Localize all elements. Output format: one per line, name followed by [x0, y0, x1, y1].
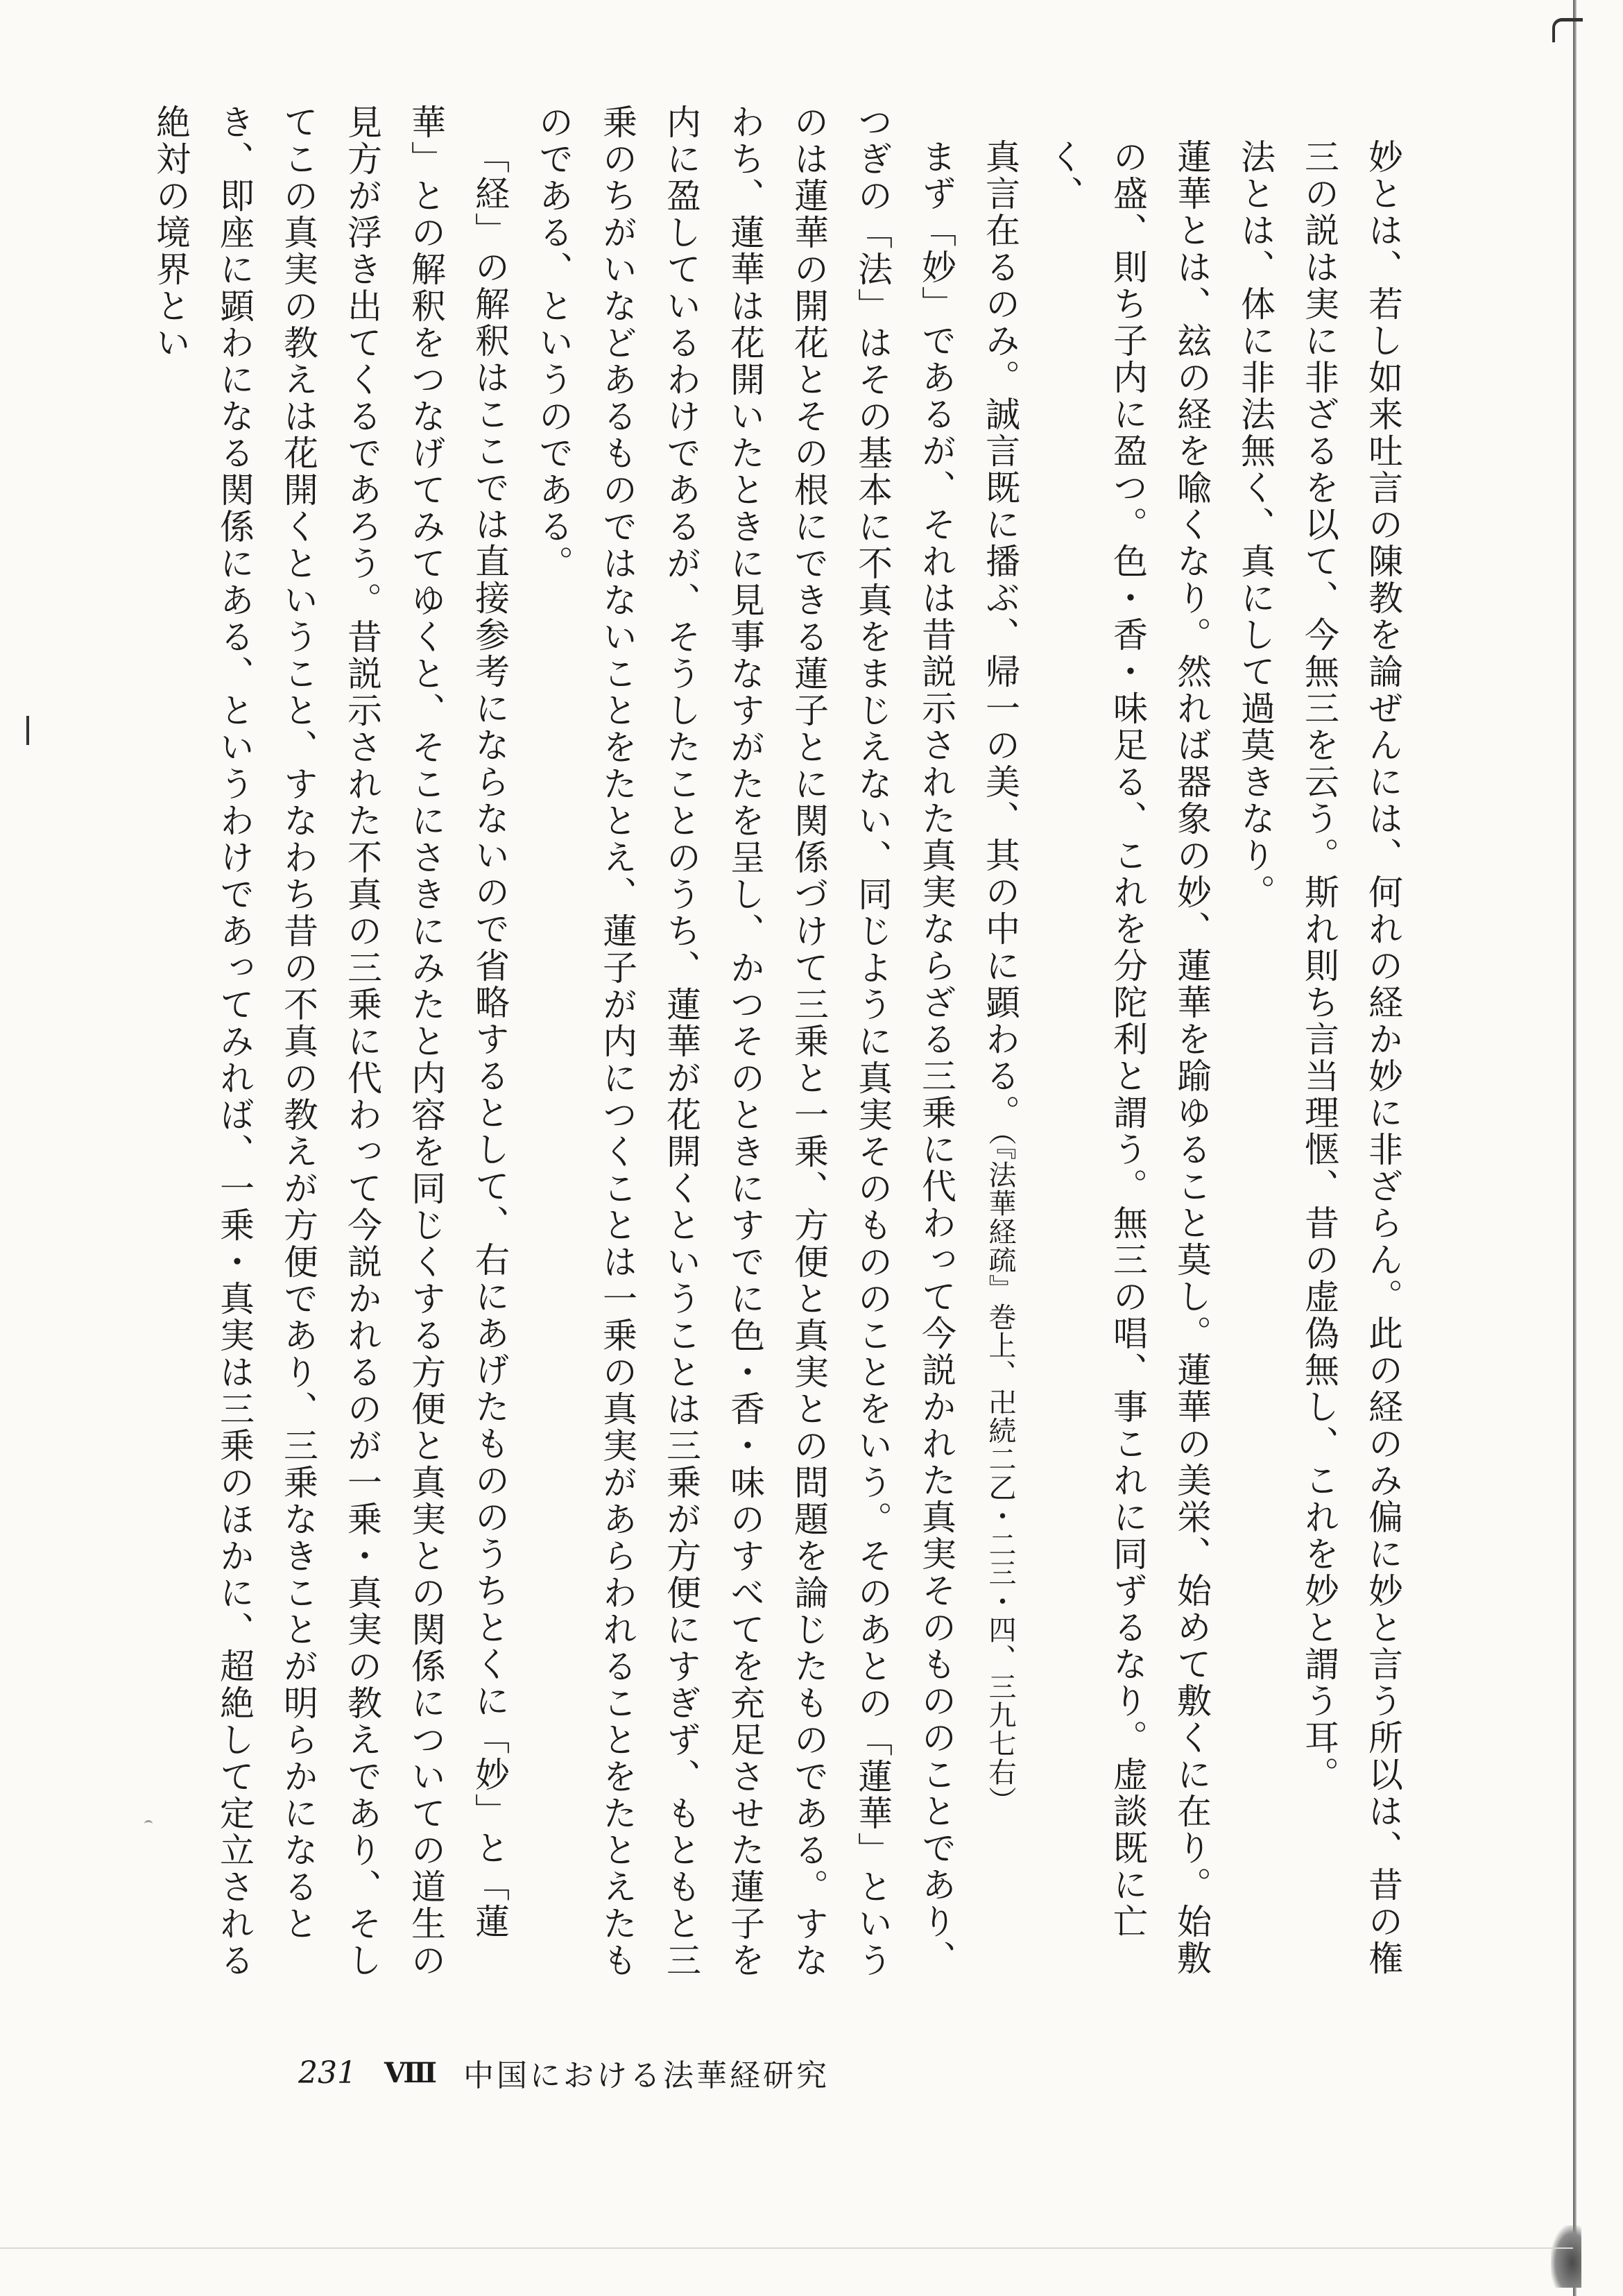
quote-line: の盛、則ち子内に盈つ。色・香・味足る、これを分陀利と謂う。無三の唱、事これに同ずるなり。虚談既に亡く、	[1044, 139, 1148, 1940]
scan-edge-line	[1573, 0, 1577, 2296]
chapter-numeral: Ⅷ	[384, 2056, 436, 2089]
quote-last-line-text: 真言在るのみ。誠言既に播ぶ、帰一の美、其の中に顕わる。	[980, 139, 1020, 1131]
vertical-text-block	[90, 104, 1415, 1991]
quote-last-line	[968, 104, 1032, 1991]
body-paragraph-2: 「経」の解釈はここでは直接参考にならないので省略するとして、右にあげたもののうちとくに「妙」と「蓮華」との解釈をつなげてみてゆくと、そこにさきにみたと内容を同じくする方便と真実との関係についての道生の見方が浮き出てくるであろう。昔説示された不真の三乗に代わって今説かれるのが一乗・真実の教えであり、そしてこの真実の教えは花開くということ、すなわち昔の不真の教えが方便であり、三乗なきことが明らかになるとき、即座に顕わになる関係にある、というわけであってみれば、一乗・真実は三乗のほかに、超絶して定立される絶対の境界とい	[151, 104, 510, 1979]
body-text	[139, 104, 968, 1991]
quoted-passage	[968, 104, 1415, 1991]
quote-line: 法とは、体に非法無く、真にして過莫きなり。	[1235, 139, 1276, 911]
quote-line: 三の説は実に非ざるを以て、今無三を云う。斯れ則ち言当理惬、昔の虚偽無し、これを妙と謂う耳。	[1299, 139, 1339, 1793]
stray-mark	[26, 716, 29, 745]
quote-line: 妙とは、若し如来吐言の陳教を論ぜんには、何れの経か妙に非ざらん。此の経のみ偏に妙と言う所以は、昔の権	[1363, 139, 1403, 1977]
page-number: 231	[298, 2055, 357, 2091]
scan-bottom-rule	[0, 2247, 1573, 2249]
quote-line: 蓮華とは、玆の経を喩くなり。然れば器象の妙、蓮華を踰ゆること莫し。蓮華の美栄、始めて敷くに在り。始敷	[1171, 139, 1212, 1977]
scan-edge-blot	[1551, 2225, 1581, 2288]
chapter-title: 中国における法華経研究	[463, 2058, 830, 2093]
body-paragraph-1: まず「妙」であるが、それは昔説示された真実ならざる三乗に代わって今説かれた真実そのもののことであり、つぎの「法」はその基本に不真をまじえない、同じように真実そのもののことをいう。そのあとの「蓮華」というのは蓮華の開花とその根にできる蓮子とに関係づけて三乗と一乗、方便と真実との問題を論じたものである。すなわち、蓮華は花開いたときに見事なすがたを呈し、かつそのときにすでに色・香・味のすべてを充足させた蓮子を内に盈しているわけであるが、そうしたことのうち、蓮華が花開くということは三乗が方便にすぎず、もともと三乗のちがいなどあるものではないことをたとえ、蓮子が内につくことは一乗の真実があらわれることをたとえたものである、というのである。	[533, 104, 956, 1979]
scan-edge-hook	[1552, 18, 1583, 42]
citation: （『法華経疏』巻上、卍続二乙・二三・四、三九七右）	[984, 1131, 1016, 1815]
page-footer	[298, 2052, 830, 2093]
